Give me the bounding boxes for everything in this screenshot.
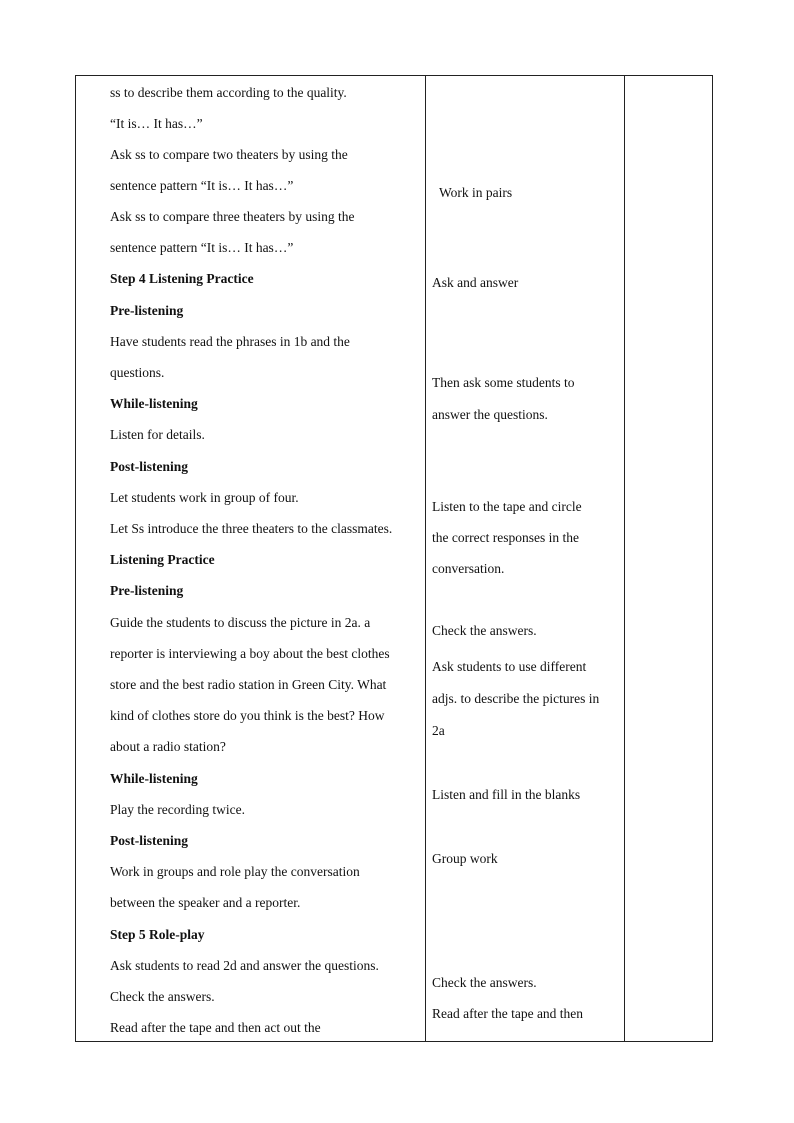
phase-heading: Post-listening	[110, 459, 189, 474]
phase-heading: Post-listening	[110, 833, 189, 848]
phase-heading: Pre-listening	[110, 303, 184, 318]
teacher-text-line: Work in groups and role play the conversation	[110, 864, 360, 879]
teacher-text-line: Ask ss to compare two theaters by using the	[110, 147, 348, 162]
teacher-text-line: sentence pattern “It is… It has…”	[110, 178, 294, 193]
student-text-line: Check the answers.	[432, 623, 537, 638]
teacher-text-line: Check the answers.	[110, 989, 215, 1004]
teacher-text-line: “It is… It has…”	[110, 116, 203, 131]
student-text-line: Listen and fill in the blanks	[432, 787, 581, 802]
section-heading: Listening Practice	[110, 552, 215, 567]
teacher-text-line: Guide the students to discuss the picture in 2a. a	[110, 615, 371, 630]
lesson-plan-table	[75, 75, 713, 1042]
teacher-text-line: questions.	[110, 365, 165, 380]
student-text-line: conversation.	[432, 561, 505, 576]
teacher-text-line: Let students work in group of four.	[110, 490, 299, 505]
student-text-line: 2a	[432, 723, 445, 738]
student-text-line: Work in pairs	[439, 185, 513, 200]
student-text-line: Check the answers.	[432, 975, 537, 990]
teacher-text-line: sentence pattern “It is… It has…”	[110, 240, 294, 255]
student-text-line: Group work	[432, 851, 498, 866]
teacher-text-line: Listen for details.	[110, 427, 205, 442]
student-text-line: Then ask some students to	[432, 375, 575, 390]
student-text-line: the correct responses in the	[432, 530, 579, 545]
step-heading: Step 4 Listening Practice	[110, 271, 254, 286]
phase-heading: While-listening	[110, 396, 198, 411]
teacher-text-line: Let Ss introduce the three theaters to the classmates.	[110, 521, 393, 536]
teacher-text-line: about a radio station?	[110, 739, 226, 754]
student-text-line: answer the questions.	[432, 407, 548, 422]
student-text-line: Listen to the tape and circle	[432, 499, 582, 514]
teacher-text-line: Read after the tape and then act out the	[110, 1020, 321, 1035]
column-divider	[425, 76, 426, 1041]
phase-heading: Pre-listening	[110, 583, 184, 598]
phase-heading: While-listening	[110, 771, 198, 786]
student-text-line: adjs. to describe the pictures in	[432, 691, 600, 706]
student-text-line: Read after the tape and then	[432, 1006, 584, 1021]
student-text-line: Ask students to use different	[432, 659, 587, 674]
teacher-text-line: Ask ss to compare three theaters by using the	[110, 209, 355, 224]
step-heading: Step 5 Role-play	[110, 927, 205, 942]
teacher-text-line: kind of clothes store do you think is the best? How	[110, 708, 385, 723]
teacher-text-line: Have students read the phrases in 1b and the	[110, 334, 350, 349]
column-divider	[624, 76, 625, 1041]
teacher-text-line: Ask students to read 2d and answer the questions.	[110, 958, 379, 973]
teacher-text-line: Play the recording twice.	[110, 802, 245, 817]
teacher-text-line: between the speaker and a reporter.	[110, 895, 301, 910]
student-text-line: Ask and answer	[432, 275, 519, 290]
teacher-text-line: reporter is interviewing a boy about the best clothes	[110, 646, 390, 661]
teacher-text-line: ss to describe them according to the quality.	[110, 85, 347, 100]
teacher-text-line: store and the best radio station in Green City. What	[110, 677, 387, 692]
